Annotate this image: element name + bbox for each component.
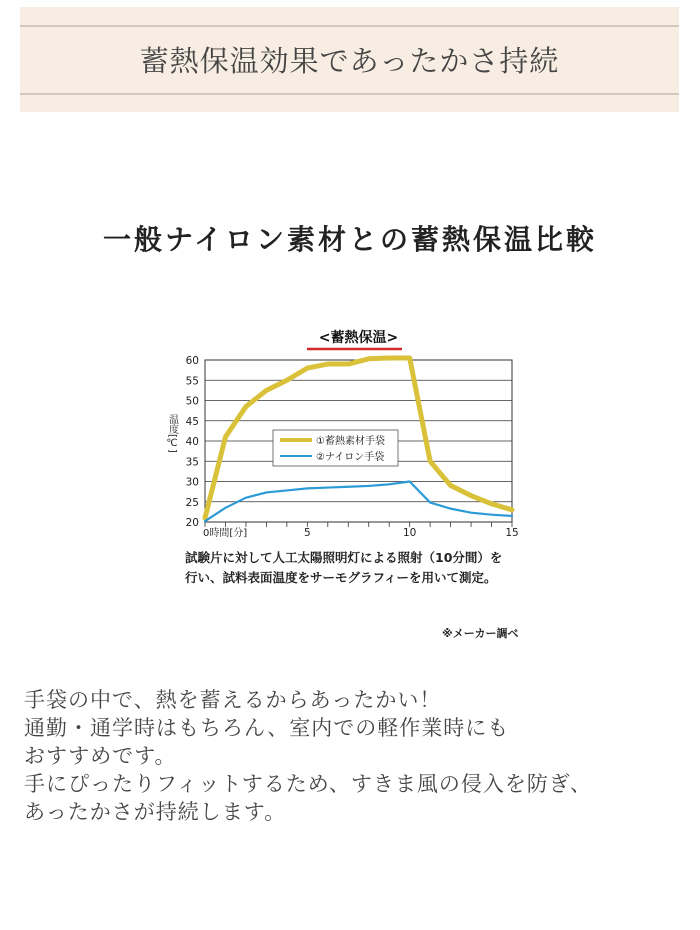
caption-line-1: 試験片に対して人工太陽照明灯による照射（10分間）を xyxy=(185,550,503,565)
page-title: 蓄熱保温効果であったかさ持続 xyxy=(139,44,560,78)
body-text xyxy=(24,686,684,826)
body-line-3: おすすめです。 xyxy=(24,744,177,768)
chart-caption xyxy=(185,548,502,588)
section-title: 一般ナイロン素材との蓄熱保温比較 xyxy=(102,223,598,256)
x-tick-label-5: 5 xyxy=(303,527,311,539)
y-tick-label-25: 25 xyxy=(185,496,199,509)
y-tick-label-60: 60 xyxy=(185,355,199,367)
y-tick-label-55: 55 xyxy=(185,375,199,388)
x-axis-origin-label: 0時間[分] xyxy=(203,528,248,539)
source-note: ※メーカー調べ xyxy=(442,627,519,640)
header-banner xyxy=(20,7,679,112)
body-line-5: あったかさが持続します。 xyxy=(24,800,287,824)
y-tick-label-30: 30 xyxy=(185,476,199,489)
chart-title: <蓄熱保温> xyxy=(318,330,399,346)
y-tick-label-20: 20 xyxy=(185,517,199,529)
body-line-1: 手袋の中で、熱を蓄えるからあったかい！ xyxy=(24,688,442,712)
banner-bottom-rule xyxy=(20,93,679,95)
temperature-chart xyxy=(160,322,530,544)
y-tick-label-45: 45 xyxy=(185,415,199,428)
y-axis-label: 温度[℃] xyxy=(166,414,178,453)
banner-top-rule xyxy=(20,25,679,27)
y-tick-label-40: 40 xyxy=(185,436,199,448)
legend-label-2: ②ナイロン手袋 xyxy=(316,452,385,463)
x-tick-label-15: 15 xyxy=(505,527,519,539)
body-line-4: 手にぴったりフィットするため、すきま風の侵入を防ぎ、 xyxy=(24,772,593,796)
y-tick-label-50: 50 xyxy=(185,395,199,408)
legend-label-1: ①蓄熱素材手袋 xyxy=(316,436,385,447)
x-tick-label-10: 10 xyxy=(402,527,417,539)
caption-line-2: 行い、試料表面温度をサーモグラフィーを用いて測定。 xyxy=(185,570,497,585)
y-tick-label-35: 35 xyxy=(185,456,199,469)
body-line-2: 通勤・通学時はもちろん、室内での軽作業時にも xyxy=(24,716,510,740)
